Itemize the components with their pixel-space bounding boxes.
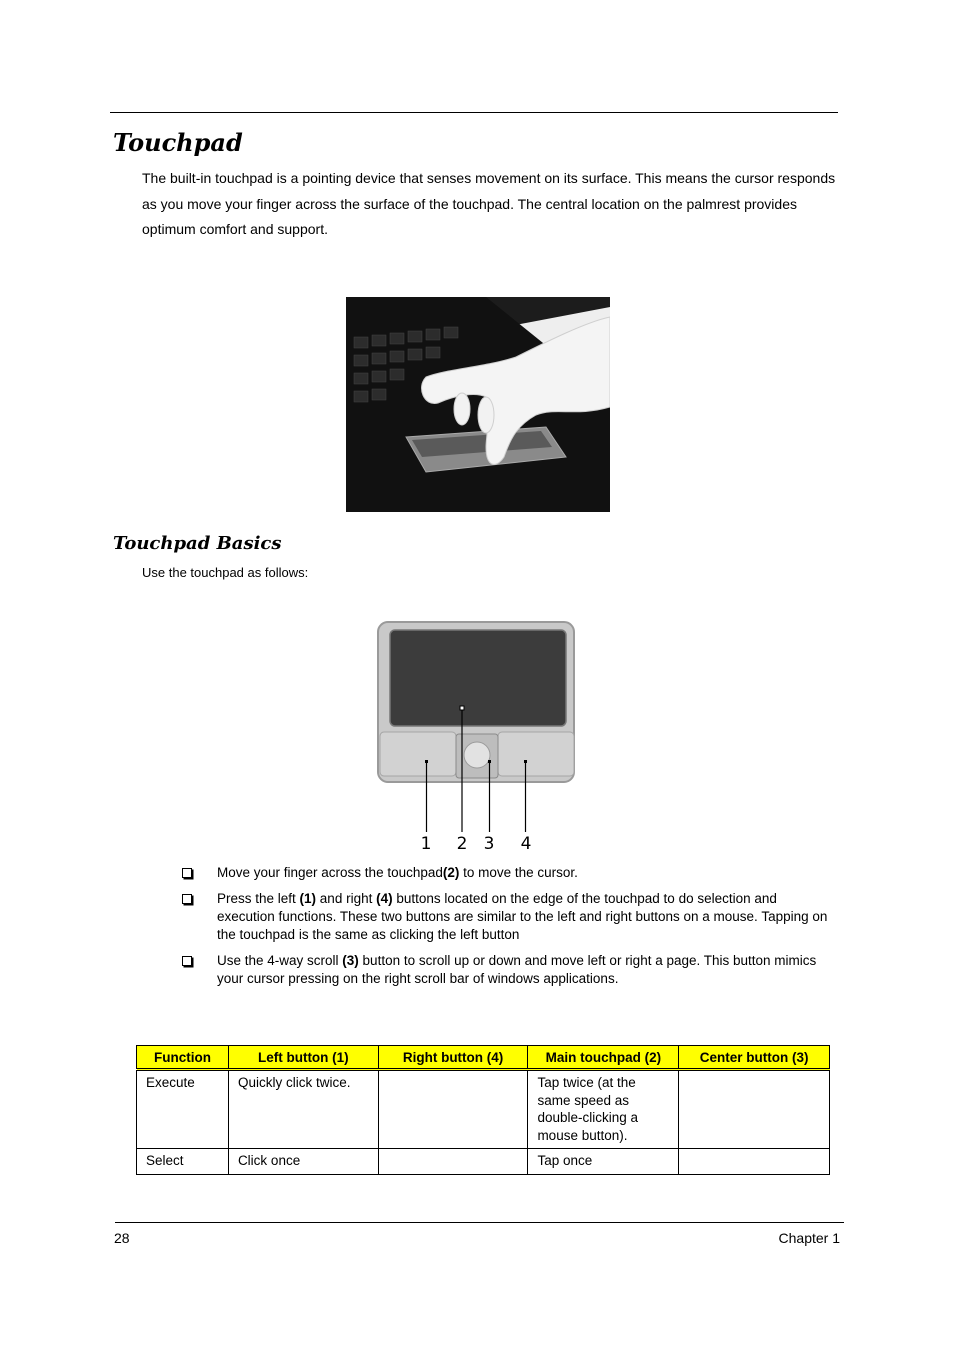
callout-4: 4 xyxy=(520,834,532,854)
checkbox-bullet-icon xyxy=(182,868,192,878)
table-cell: Quickly click twice. xyxy=(228,1070,378,1149)
touchpad-photo xyxy=(346,297,610,512)
intro-paragraph: The built-in touchpad is a pointing device that senses movement on its surface. This means the cursor responds as you move your finger across the surface of the touchpad. The central location on the palmrest provides optimum comfort and support. xyxy=(142,170,836,237)
page-title: Touchpad xyxy=(113,128,243,157)
table-cell: Execute xyxy=(137,1070,229,1149)
instruction-list xyxy=(180,864,830,996)
table-cell: Select xyxy=(137,1149,229,1175)
list-item: Press the left (1) and right (4) buttons located on the edge of the touchpad to do selection and execution functions. These two buttons are similar to the left and right buttons on a mouse. Tapping on the touchpad is the same as clicking the left button xyxy=(180,890,830,944)
lead-text: Use the touchpad as follows: xyxy=(142,565,309,580)
table-cell xyxy=(679,1070,830,1149)
header-rule xyxy=(110,112,838,113)
checkbox-bullet-icon xyxy=(182,894,192,904)
table-cell xyxy=(378,1149,528,1175)
table-cell: Click once xyxy=(228,1149,378,1175)
touchpad-diagram xyxy=(372,618,582,854)
footer-rule xyxy=(115,1222,844,1223)
checkbox-bullet-icon xyxy=(182,956,192,966)
callout-3: 3 xyxy=(483,834,495,854)
callout-1: 1 xyxy=(420,834,432,854)
table-cell: Tap twice (at the same speed as double-clicking a mouse button). xyxy=(528,1070,679,1149)
table-cell: Tap once xyxy=(528,1149,679,1175)
header-center-button: Center button (3) xyxy=(679,1046,830,1070)
chapter-label: Chapter 1 xyxy=(778,1230,840,1246)
table-row xyxy=(137,1149,830,1175)
section-heading: Touchpad Basics xyxy=(113,533,282,554)
table-row xyxy=(137,1070,830,1149)
header-left-button: Left button (1) xyxy=(228,1046,378,1070)
header-function: Function xyxy=(137,1046,229,1070)
table-cell xyxy=(378,1070,528,1149)
list-item: Use the 4-way scroll (3) button to scroll up or down and move left or right a page. This button mimics your cursor pressing on the right scroll bar of windows applications. xyxy=(180,952,830,988)
table-cell xyxy=(679,1149,830,1175)
header-right-button: Right button (4) xyxy=(378,1046,528,1070)
list-item: Move your finger across the touchpad(2) to move the cursor. xyxy=(180,864,830,882)
function-table xyxy=(136,1045,830,1175)
header-main-touchpad: Main touchpad (2) xyxy=(528,1046,679,1070)
callout-2: 2 xyxy=(456,834,468,854)
table-header-row xyxy=(137,1046,830,1070)
page-number: 28 xyxy=(114,1230,130,1246)
